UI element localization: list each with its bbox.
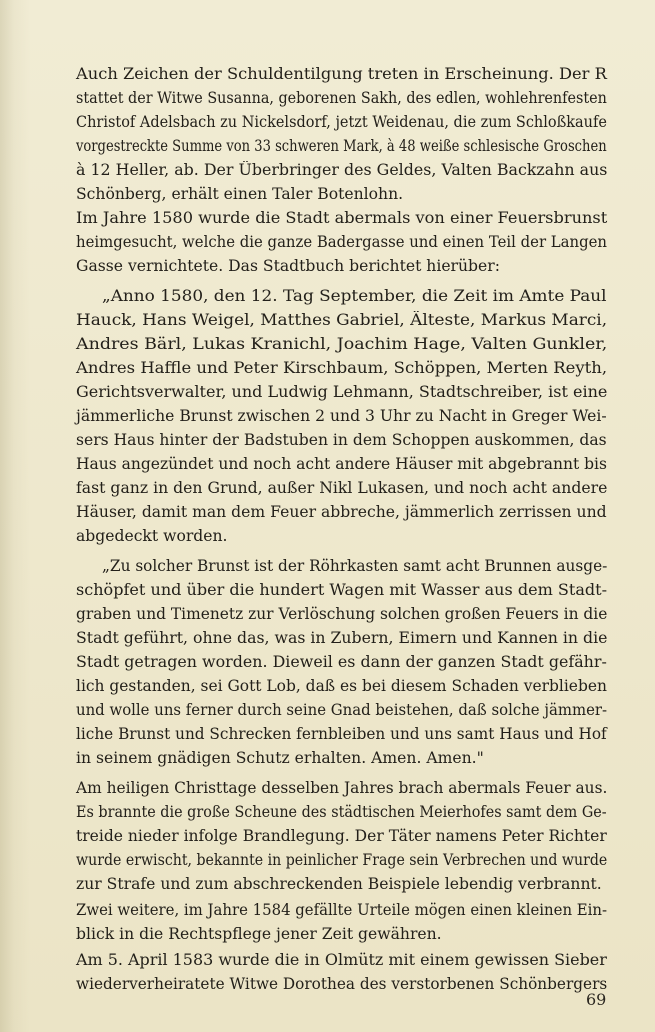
text-line: schöpfet und über die hundert Wagen mit Wasser aus dem Stadt- — [76, 581, 608, 599]
text-line: wiederverheiratete Witwe Dorothea des verstorbenen Schönbergers — [76, 975, 608, 993]
text-line: abgedeckt worden. — [76, 527, 228, 545]
text-line: Im Jahre 1580 wurde die Stadt abermals von einer Feuersbrunst — [76, 209, 608, 227]
text-line: fast ganz in den Grund, außer Nikl Lukasen, und noch acht andere — [76, 479, 608, 497]
text-line: Am 5. April 1583 wurde die in Olmütz mit einem gewissen Sieber — [76, 951, 607, 969]
text-line: Zwei weitere, im Jahre 1584 gefällte Urteile mögen einen kleinen Ein- — [76, 901, 608, 919]
text-line: blick in die Rechtspflege jener Zeit gewähren. — [76, 925, 442, 943]
text-line: Es brannte die große Scheune des städtischen Meierhofes samt dem Ge- — [76, 803, 607, 821]
text-line: vorgestreckte Summe von 33 schweren Mark, à 48 weiße schlesische Groschen — [76, 137, 607, 155]
text-line: Haus angezündet und noch acht andere Häuser mit abgebrannt bis — [76, 455, 607, 473]
text-line: Gasse vernichtete. Das Stadtbuch berichtet hierüber: — [76, 257, 500, 275]
text-line: lich gestanden, sei Gott Lob, daß es bei diesem Schaden verblieben — [76, 677, 607, 695]
text-line: Andres Bärl, Lukas Kranichl, Joachim Hage, Valten Gunkler, — [76, 335, 608, 353]
text-line: in seinem gnädigen Schutz erhalten. Amen. Amen." — [76, 749, 484, 767]
text-line: Auch Zeichen der Schuldentilgung treten in Erscheinung. Der R — [76, 65, 607, 83]
text-line: Christof Adelsbach zu Nickelsdorf, jetzt Weidenau, die zum Schloßkaufe — [76, 113, 607, 131]
text-line: treide nieder infolge Brandlegung. Der Täter namens Peter Richter — [76, 827, 607, 845]
text-line: Stadt geführt, ohne das, was in Zubern, Eimern und Kannen in die — [76, 629, 608, 647]
text-line: Schönberg, erhält einen Taler Botenlohn. — [76, 185, 404, 203]
text-line: sers Haus hinter der Badstuben in dem Schoppen auskommen, das — [76, 431, 607, 449]
text-line: jämmerliche Brunst zwischen 2 und 3 Uhr zu Nacht in Greger Wei- — [76, 407, 607, 425]
text-line: Andres Haffle und Peter Kirschbaum, Schöppen, Merten Reyth, — [76, 359, 608, 377]
text-line: à 12 Heller, ab. Der Überbringer des Geldes, Valten Backzahn aus — [76, 161, 608, 179]
text-line: graben und Timenetz zur Verlöschung solchen großen Feuers in die — [76, 605, 608, 623]
text-line: und wolle uns ferner durch seine Gnad beistehen, daß solche jämmer- — [76, 701, 608, 719]
text-line: stattet der Witwe Susanna, geborenen Sakh, des edlen, wohlehrenfesten — [76, 89, 607, 107]
text-line: wurde erwischt, bekannte in peinlicher Frage sein Verbrechen und wurde — [76, 851, 608, 869]
text-line: Hauck, Hans Weigel, Matthes Gabriel, Älteste, Markus Marci, — [76, 311, 608, 329]
page-number: 69 — [586, 990, 607, 1009]
text-line: Am heiligen Christtage desselben Jahres brach abermals Feuer aus. — [76, 779, 608, 797]
text-line: liche Brunst und Schrecken fernbleiben und uns samt Haus und Hof — [76, 725, 607, 743]
text-line: „Anno 1580, den 12. Tag September, die Zeit im Amte Paul — [102, 287, 607, 305]
text-line: Häuser, damit man dem Feuer abbreche, jämmerlich zerrissen und — [76, 503, 607, 521]
text-line: zur Strafe und zum abschreckenden Beispiele lebendig verbrannt. — [76, 875, 602, 893]
text-line: Gerichtsverwalter, und Ludwig Lehmann, Stadtschreiber, ist eine — [76, 383, 608, 401]
text-line: „Zu solcher Brunst ist der Röhrkasten samt acht Brunnen ausge- — [102, 557, 608, 575]
text-line: Stadt getragen worden. Dieweil es dann der ganzen Stadt gefähr- — [76, 653, 607, 671]
text-line: heimgesucht, welche die ganze Badergasse und einen Teil der Langen — [76, 233, 607, 251]
